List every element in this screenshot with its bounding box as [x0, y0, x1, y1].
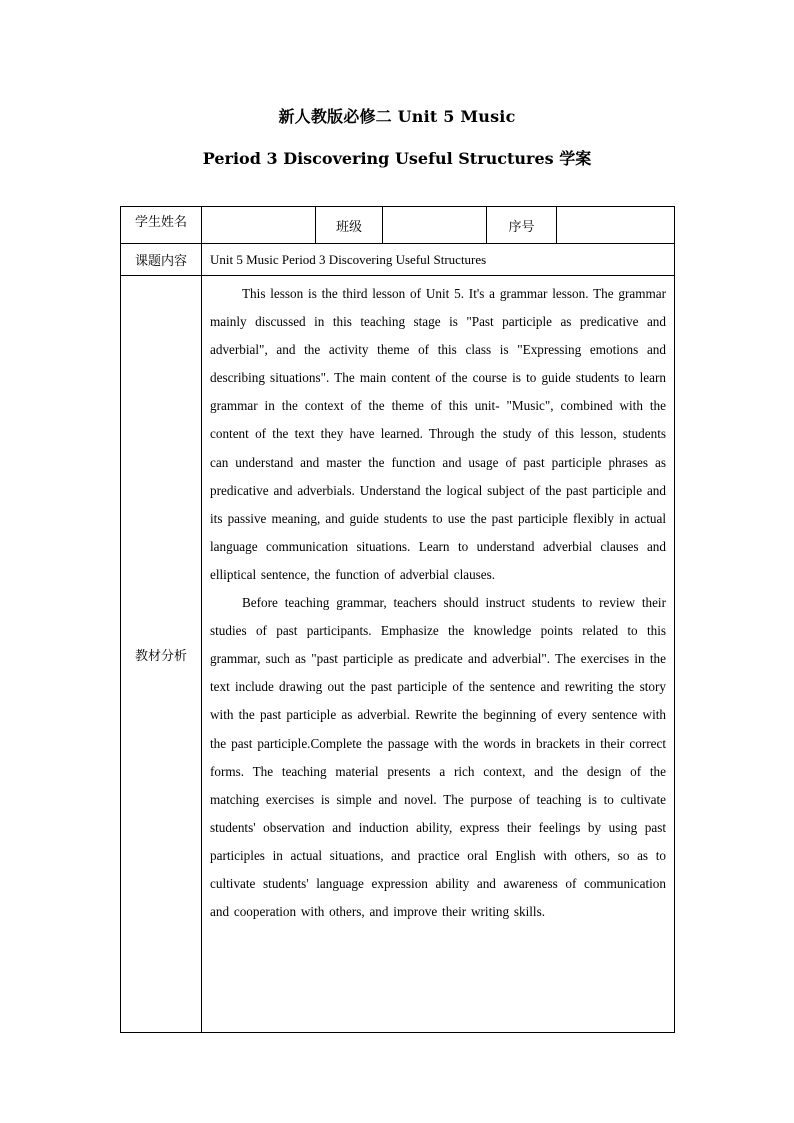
topic-row	[121, 244, 675, 276]
student-name-field[interactable]	[202, 207, 316, 244]
analysis-content	[202, 276, 675, 1033]
document-subtitle: Period 3 Discovering Useful Structures 学案	[202, 149, 592, 168]
topic-label: 课题内容	[121, 244, 202, 276]
lesson-info-table	[120, 206, 675, 1033]
seat-number-field[interactable]	[557, 207, 675, 244]
class-label: 班级	[316, 207, 383, 244]
seat-number-label: 序号	[487, 207, 557, 244]
student-info-row	[121, 207, 675, 244]
topic-value: Unit 5 Music Period 3 Discovering Useful Structures	[202, 244, 675, 276]
student-name-label: 学生姓名	[121, 207, 202, 244]
analysis-label: 教材分析	[121, 276, 202, 1033]
analysis-paragraph: Before teaching grammar, teachers should instruct students to review their studies of past participants. Emphasize the knowledge points related to this grammar, such as "past participle as predicate and adverbial". The exercises in the text include drawing out the past participle of the sentence and rewriting the story with the past participle as adverbial. Rewrite the beginning of every sentence with the past participle.Complete the passage with the words in brackets in their correct forms. The teaching material presents a rich context, and the design of the matching exercises is simple and novel. The purpose of teaching is to cultivate students' observation and induction ability, express their feelings by using past participles in actual situations, and practice oral English with others, so as to cultivate students' language expression ability and awareness of communication and cooperation with others, and improve their writing skills.	[210, 595, 666, 920]
class-field[interactable]	[383, 207, 487, 244]
analysis-paragraph: This lesson is the third lesson of Unit 5. It's a grammar lesson. The grammar mainly discussed in this teaching stage is "Past participle as predicative and adverbial", and the activity theme of this class is "Expressing emotions and describing situations". The main content of the course is to guide students to learn grammar in the context of the theme of this unit- "Music", combined with the content of the text they have learned. Through the study of this lesson, students can understand and master the function and usage of past participle phrases as predicative and adverbials. Understand the logical subject of the past participle and its passive meaning, and guide students to use the past participle flexibly in actual language communication situations. Learn to understand adverbial clauses and elliptical sentence, the function of adverbial clauses.	[210, 286, 666, 582]
document-title: 新人教版必修二 Unit 5 Music	[278, 107, 516, 126]
analysis-row	[121, 276, 675, 1033]
